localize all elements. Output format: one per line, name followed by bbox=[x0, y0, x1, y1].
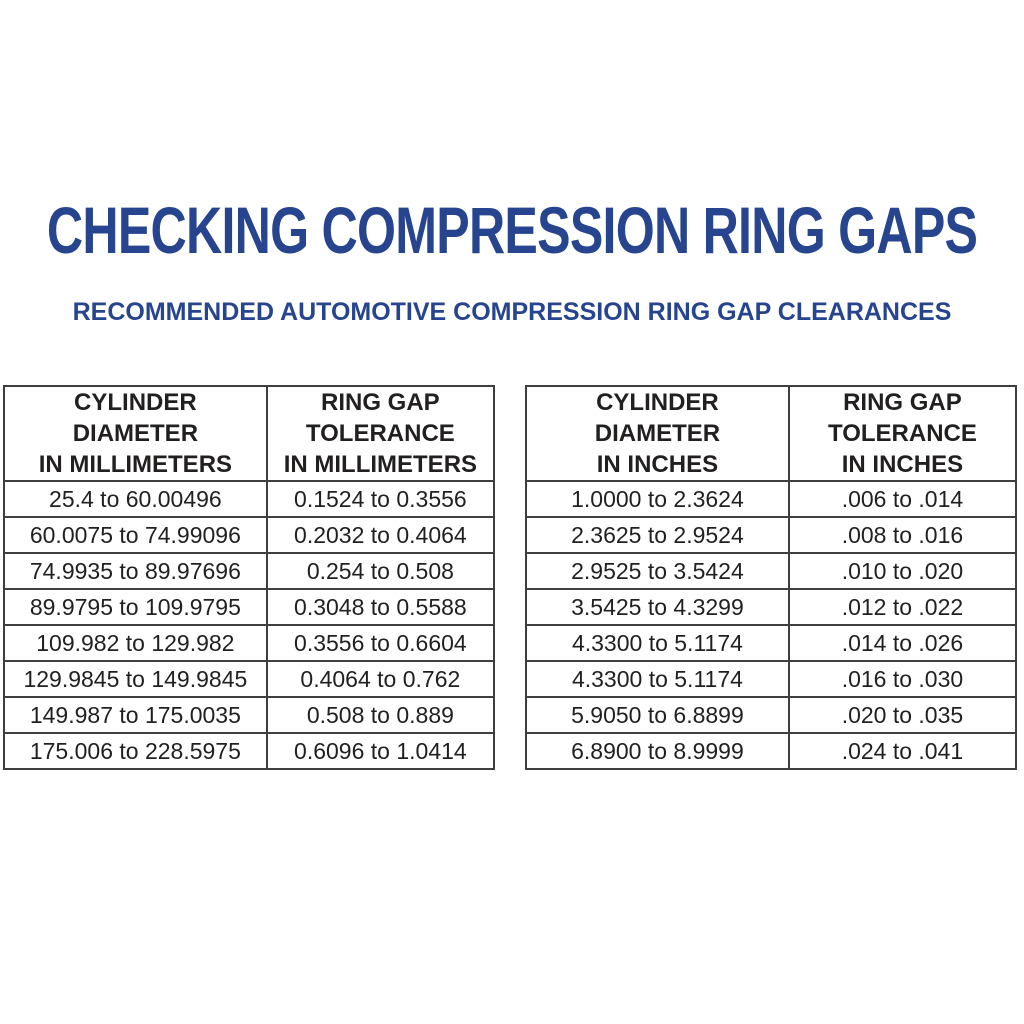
header-line: IN MILLIMETERS bbox=[38, 451, 233, 478]
ring-gap-tolerance-cell: .008 to .016 bbox=[789, 517, 1016, 553]
cylinder-diameter-cell: 6.8900 to 8.9999 bbox=[526, 733, 789, 769]
cylinder-diameter-cell: 3.5425 to 4.3299 bbox=[526, 589, 789, 625]
inch-table bbox=[525, 385, 1017, 770]
header-line: CYLINDER bbox=[74, 389, 197, 416]
ring-gap-tolerance-cell: 0.6096 to 1.0414 bbox=[267, 733, 494, 769]
ring-gap-tolerance-cell: .016 to .030 bbox=[789, 661, 1016, 697]
ring-gap-tolerance-cell: 0.254 to 0.508 bbox=[267, 553, 494, 589]
cylinder-diameter-cell: 89.9795 to 109.9795 bbox=[4, 589, 267, 625]
header-line: TOLERANCE bbox=[827, 420, 977, 447]
ring-gap-tolerance-cell: 0.4064 to 0.762 bbox=[267, 661, 494, 697]
header-line: DIAMETER bbox=[72, 420, 199, 447]
header-line: IN MILLIMETERS bbox=[283, 451, 478, 478]
header-cylinder-diameter-mm bbox=[4, 386, 267, 481]
table-row bbox=[4, 661, 494, 697]
page-subtitle: RECOMMENDED AUTOMOTIVE COMPRESSION RING GAP CLEARANCES bbox=[72, 298, 952, 326]
table-row bbox=[526, 553, 1016, 589]
header-ring-gap-tolerance-in bbox=[789, 386, 1016, 481]
header-line: TOLERANCE bbox=[305, 420, 455, 447]
table-row bbox=[4, 589, 494, 625]
table-row bbox=[4, 697, 494, 733]
header-line: RING GAP bbox=[321, 389, 440, 416]
table-row bbox=[4, 481, 494, 517]
cylinder-diameter-cell: 149.987 to 175.0035 bbox=[4, 697, 267, 733]
cylinder-diameter-cell: 60.0075 to 74.99096 bbox=[4, 517, 267, 553]
ring-gap-tolerance-cell: 0.3556 to 0.6604 bbox=[267, 625, 494, 661]
title-wrap bbox=[0, 193, 1024, 267]
cylinder-diameter-cell: 4.3300 to 5.1174 bbox=[526, 661, 789, 697]
tables-container bbox=[3, 385, 1017, 770]
cylinder-diameter-cell: 2.9525 to 3.5424 bbox=[526, 553, 789, 589]
ring-gap-tolerance-cell: .012 to .022 bbox=[789, 589, 1016, 625]
ring-gap-tolerance-cell: 0.1524 to 0.3556 bbox=[267, 481, 494, 517]
header-row bbox=[4, 386, 494, 481]
cylinder-diameter-cell: 129.9845 to 149.9845 bbox=[4, 661, 267, 697]
cylinder-diameter-cell: 5.9050 to 6.8899 bbox=[526, 697, 789, 733]
ring-gap-tolerance-cell: 0.3048 to 0.5588 bbox=[267, 589, 494, 625]
header-line: IN INCHES bbox=[596, 451, 719, 478]
ring-gap-tolerance-cell: .014 to .026 bbox=[789, 625, 1016, 661]
header-line: CYLINDER bbox=[596, 389, 719, 416]
ring-gap-tolerance-cell: 0.2032 to 0.4064 bbox=[267, 517, 494, 553]
cylinder-diameter-cell: 2.3625 to 2.9524 bbox=[526, 517, 789, 553]
cylinder-diameter-cell: 1.0000 to 2.3624 bbox=[526, 481, 789, 517]
table-row bbox=[526, 661, 1016, 697]
header-line: IN INCHES bbox=[841, 451, 964, 478]
page-title: CHECKING COMPRESSION RING GAPS bbox=[46, 193, 978, 267]
table-row bbox=[526, 517, 1016, 553]
cylinder-diameter-cell: 175.006 to 228.5975 bbox=[4, 733, 267, 769]
cylinder-diameter-cell: 74.9935 to 89.97696 bbox=[4, 553, 267, 589]
header-line: RING GAP bbox=[843, 389, 962, 416]
table-row bbox=[4, 517, 494, 553]
ring-gap-tolerance-cell: .006 to .014 bbox=[789, 481, 1016, 517]
header-ring-gap-tolerance-mm bbox=[267, 386, 494, 481]
header-cylinder-diameter-in bbox=[526, 386, 789, 481]
table-row bbox=[526, 733, 1016, 769]
metric-table-header bbox=[4, 386, 494, 481]
cylinder-diameter-cell: 4.3300 to 5.1174 bbox=[526, 625, 789, 661]
table-row bbox=[526, 625, 1016, 661]
ring-gap-tolerance-cell: .024 to .041 bbox=[789, 733, 1016, 769]
metric-table-body bbox=[4, 481, 494, 769]
metric-table bbox=[3, 385, 495, 770]
table-row bbox=[526, 589, 1016, 625]
table-row bbox=[4, 553, 494, 589]
cylinder-diameter-cell: 109.982 to 129.982 bbox=[4, 625, 267, 661]
table-row bbox=[4, 625, 494, 661]
table-row bbox=[526, 481, 1016, 517]
ring-gap-tolerance-cell: .020 to .035 bbox=[789, 697, 1016, 733]
table-row bbox=[4, 733, 494, 769]
table-row bbox=[526, 697, 1016, 733]
ring-gap-tolerance-cell: 0.508 to 0.889 bbox=[267, 697, 494, 733]
cylinder-diameter-cell: 25.4 to 60.00496 bbox=[4, 481, 267, 517]
inch-table-header bbox=[526, 386, 1016, 481]
header-row bbox=[526, 386, 1016, 481]
ring-gap-tolerance-cell: .010 to .020 bbox=[789, 553, 1016, 589]
header-line: DIAMETER bbox=[594, 420, 721, 447]
inch-table-body bbox=[526, 481, 1016, 769]
